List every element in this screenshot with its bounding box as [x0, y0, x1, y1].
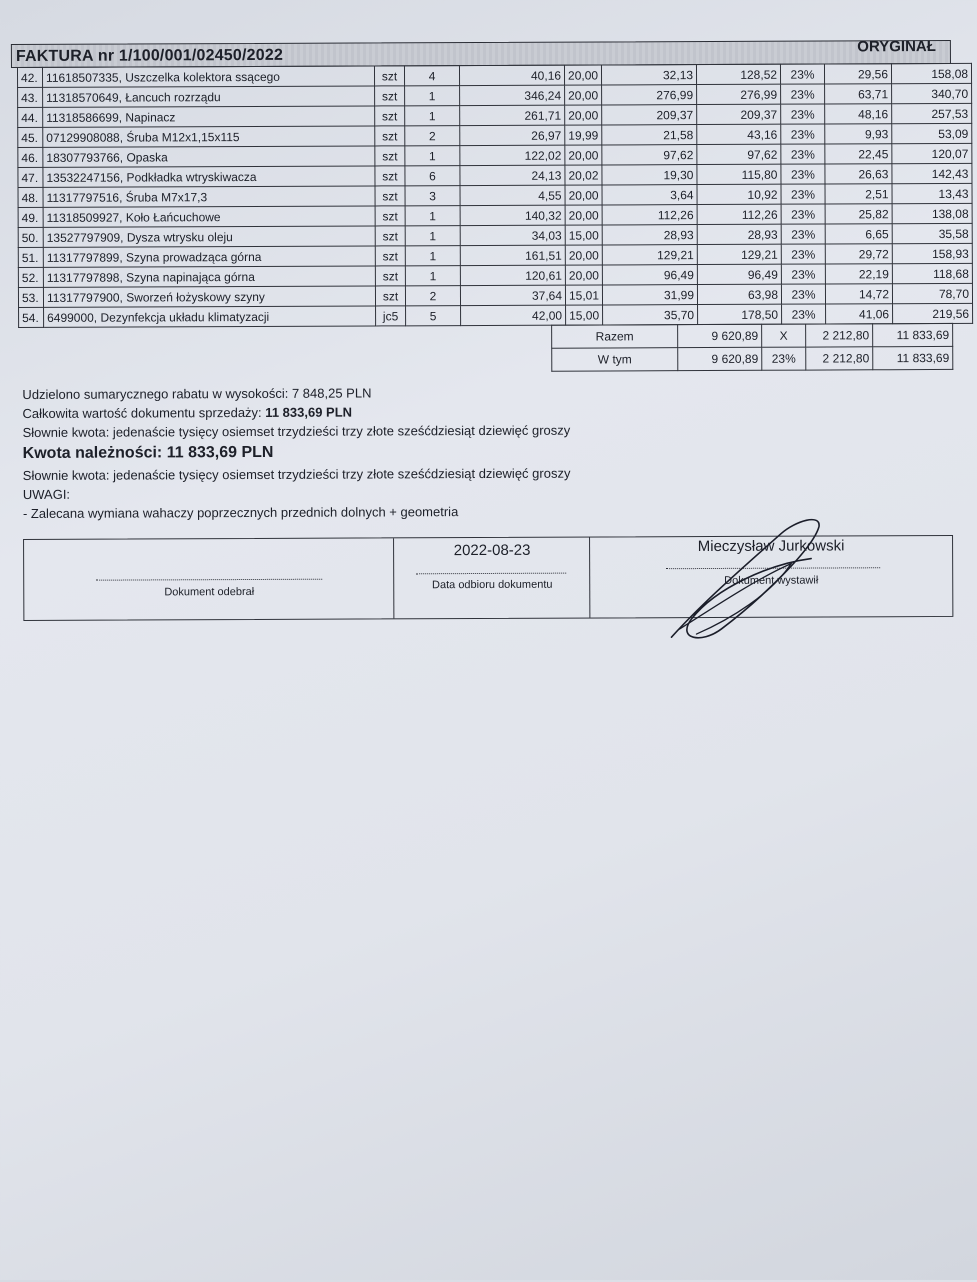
item-quantity: 1	[405, 226, 460, 246]
items-table	[17, 63, 973, 328]
totals-vat: 2 212,80	[806, 347, 873, 370]
item-net-value: 115,80	[697, 164, 781, 184]
row-number: 51.	[18, 247, 43, 267]
item-vat-amount: 63,71	[825, 84, 892, 104]
item-net-price: 276,99	[602, 85, 697, 105]
invoice-summary	[22, 383, 570, 523]
totals-vat: 2 212,80	[806, 324, 873, 347]
discount-line	[22, 383, 570, 404]
item-description: 13527797909, Dysza wtrysku oleju	[43, 226, 375, 247]
item-description: 07129908088, Śruba M12x1,15x115	[43, 126, 375, 147]
item-unit: szt	[375, 266, 405, 286]
item-gross-value: 142,43	[892, 163, 972, 183]
item-unit-price: 346,24	[460, 85, 565, 105]
total-line	[22, 402, 570, 423]
item-discount: 15,00	[566, 305, 603, 325]
row-number: 52.	[18, 267, 43, 287]
item-description: 6499000, Dezynfekcja układu klimatyzacji	[44, 306, 376, 327]
receipt-date-cell	[394, 538, 590, 619]
item-description: 11618507335, Uszczelka kolektora ssącego	[42, 66, 374, 87]
item-unit: jc5	[376, 306, 406, 326]
item-net-value: 97,62	[697, 144, 781, 164]
item-quantity: 1	[405, 106, 460, 126]
totals-gross: 11 833,69	[873, 346, 953, 369]
item-vat-amount: 29,72	[825, 244, 892, 264]
item-gross-value: 138,08	[892, 203, 972, 223]
row-number: 49.	[18, 207, 43, 227]
totals-net: 9 620,89	[678, 347, 762, 370]
item-net-value: 128,52	[696, 64, 780, 84]
dotted-line	[96, 579, 322, 581]
item-unit: szt	[375, 166, 405, 186]
item-gross-value: 219,56	[893, 303, 973, 323]
item-quantity: 2	[405, 126, 460, 146]
item-net-value: 96,49	[697, 264, 781, 284]
item-net-value: 63,98	[697, 284, 781, 304]
item-discount: 19,99	[565, 125, 602, 145]
item-net-value: 209,37	[697, 104, 781, 124]
item-net-price: 209,37	[602, 105, 697, 125]
item-unit-price: 40,16	[459, 65, 564, 85]
item-vat-amount: 29,56	[824, 64, 891, 84]
received-by-cell	[24, 538, 394, 620]
item-vat-rate: 23%	[781, 144, 825, 164]
item-unit: szt	[375, 246, 405, 266]
totals-table	[551, 323, 953, 372]
item-description: 11318570649, Łancuch rozrządu	[43, 86, 375, 107]
item-discount: 20,00	[564, 65, 601, 85]
row-number: 43.	[18, 87, 43, 107]
item-description: 11317797516, Śruba M7x17,3	[43, 186, 375, 207]
item-discount: 20,02	[565, 165, 602, 185]
item-quantity: 1	[405, 146, 460, 166]
item-vat-rate: 23%	[782, 304, 826, 324]
item-description: 11317797898, Szyna napinająca górna	[43, 266, 375, 287]
totals-label: W tym	[552, 348, 678, 372]
item-net-price: 112,26	[602, 205, 697, 225]
item-quantity: 5	[406, 306, 461, 326]
item-gross-value: 120,07	[892, 143, 972, 163]
totals-row	[552, 346, 953, 371]
item-description: 11318509927, Koło Łańcuchowe	[43, 206, 375, 227]
item-vat-amount: 2,51	[825, 184, 892, 204]
item-net-value: 129,21	[697, 244, 781, 264]
handwritten-signature	[661, 508, 832, 649]
item-unit-price: 161,51	[460, 245, 565, 265]
item-net-price: 21,58	[602, 125, 697, 145]
item-gross-value: 158,08	[891, 63, 971, 83]
item-discount: 20,00	[565, 105, 602, 125]
item-quantity: 1	[405, 266, 460, 286]
amount-due-line	[23, 440, 571, 466]
totals-table-body	[552, 323, 953, 371]
item-gross-value: 118,68	[892, 263, 972, 283]
totals-net: 9 620,89	[678, 324, 762, 347]
receipt-date-label: Data odbioru dokumentu	[431, 578, 553, 592]
item-vat-amount: 48,16	[825, 104, 892, 124]
issuer-name: Mieczysław Jurkowski	[697, 537, 845, 556]
item-discount: 15,01	[565, 285, 602, 305]
item-discount: 15,00	[565, 225, 602, 245]
item-net-price: 129,21	[602, 245, 697, 265]
item-unit: szt	[375, 146, 405, 166]
amount-due-label: Kwota należności:	[22, 444, 163, 462]
item-vat-rate: 23%	[781, 244, 825, 264]
item-quantity: 6	[405, 166, 460, 186]
item-description: 18307793766, Opaska	[43, 146, 375, 167]
row-number: 44.	[18, 107, 43, 127]
item-quantity: 1	[405, 206, 460, 226]
item-unit: szt	[375, 226, 405, 246]
item-vat-amount: 14,72	[825, 284, 892, 304]
total-label: Całkowita wartość dokumentu sprzedaży:	[22, 404, 262, 421]
item-net-value: 28,93	[697, 224, 781, 244]
item-net-value: 112,26	[697, 204, 781, 224]
item-vat-amount: 25,82	[825, 204, 892, 224]
words-value-2: jedenaście tysięcy osiemset trzydzieści trzy złote sześćdziesiąt dziewięć groszy	[113, 465, 571, 483]
item-vat-amount: 22,19	[825, 264, 892, 284]
item-gross-value: 158,93	[892, 243, 972, 263]
item-unit: szt	[375, 186, 405, 206]
item-unit-price: 4,55	[460, 185, 565, 205]
item-quantity: 1	[405, 246, 460, 266]
row-number: 45.	[18, 127, 43, 147]
totals-label: Razem	[552, 325, 678, 349]
original-copy-label: ORYGINAŁ	[857, 38, 936, 56]
remarks-text: - Zalecana wymiana wahaczy poprzecznych przednich dolnych + geometria	[22, 504, 459, 521]
item-net-price: 31,99	[602, 285, 697, 305]
item-vat-rate: 23%	[781, 264, 825, 284]
words-value: jedenaście tysięcy osiemset trzydzieści trzy złote sześćdziesiąt dziewięć groszy	[112, 422, 571, 440]
item-unit-price: 120,61	[460, 265, 565, 285]
item-gross-value: 78,70	[892, 283, 972, 303]
item-net-value: 276,99	[697, 84, 781, 104]
invoice-title: FAKTURA nr 1/100/001/02450/2022	[15, 46, 284, 66]
item-net-price: 35,70	[603, 305, 698, 325]
item-unit-price: 122,02	[460, 145, 565, 165]
item-net-price: 19,30	[602, 165, 697, 185]
issued-by-label: Dokument wystawił	[724, 574, 819, 587]
item-vat-rate: 23%	[781, 224, 825, 244]
item-unit: szt	[375, 206, 405, 226]
item-discount: 20,00	[565, 245, 602, 265]
words-label: Słownie kwota:	[22, 424, 110, 440]
words-label-2: Słownie kwota:	[22, 467, 110, 483]
item-gross-value: 13,43	[892, 183, 972, 203]
discount-value: 7 848,25 PLN	[291, 385, 372, 401]
item-net-price: 28,93	[602, 225, 697, 245]
row-number: 46.	[18, 147, 43, 167]
item-gross-value: 257,53	[892, 103, 972, 123]
dotted-line	[416, 573, 566, 575]
item-unit-price: 26,97	[460, 125, 565, 145]
total-value: 11 833,69 PLN	[265, 404, 353, 420]
item-quantity: 1	[405, 86, 460, 106]
item-net-value: 10,92	[697, 184, 781, 204]
totals-vat-rate: X	[762, 324, 806, 347]
item-quantity: 4	[404, 66, 459, 86]
item-net-price: 97,62	[602, 145, 697, 165]
item-unit: szt	[375, 126, 405, 146]
item-vat-rate: 23%	[781, 204, 825, 224]
item-discount: 20,00	[565, 145, 602, 165]
amount-in-words-line-2	[23, 464, 571, 485]
item-vat-amount: 6,65	[825, 224, 892, 244]
item-net-value: 43,16	[697, 124, 781, 144]
item-gross-value: 53,09	[892, 123, 972, 143]
received-by-label: Dokument odebrał	[164, 585, 255, 599]
item-vat-amount: 9,93	[825, 124, 892, 144]
item-quantity: 2	[405, 286, 460, 306]
item-unit-price: 140,32	[460, 205, 565, 225]
item-net-price: 32,13	[601, 65, 696, 85]
item-unit-price: 42,00	[461, 305, 566, 325]
item-unit-price: 24,13	[460, 165, 565, 185]
item-unit: szt	[374, 66, 404, 86]
item-description: 11318586699, Napinacz	[43, 106, 375, 127]
item-vat-rate: 23%	[781, 104, 825, 124]
totals-gross: 11 833,69	[873, 323, 953, 346]
item-unit: szt	[375, 86, 405, 106]
item-unit-price: 34,03	[460, 225, 565, 245]
row-number: 54.	[19, 307, 44, 327]
item-gross-value: 340,70	[892, 83, 972, 103]
item-unit: szt	[375, 106, 405, 126]
item-gross-value: 35,58	[892, 223, 972, 243]
item-description: 11317797899, Szyna prowadząca górna	[43, 246, 375, 267]
totals-row	[552, 323, 953, 348]
row-number: 47.	[18, 167, 43, 187]
item-net-price: 3,64	[602, 185, 697, 205]
receipt-date-value: 2022-08-23	[453, 541, 531, 560]
discount-label: Udzielono sumarycznego rabatu w wysokości:	[22, 385, 289, 402]
row-number: 50.	[18, 227, 43, 247]
item-unit-price: 37,64	[460, 285, 565, 305]
item-quantity: 3	[405, 186, 460, 206]
item-vat-rate: 23%	[781, 184, 825, 204]
item-vat-rate: 23%	[781, 164, 825, 184]
items-table-body	[17, 63, 972, 327]
item-unit-price: 261,71	[460, 105, 565, 125]
row-number: 53.	[18, 287, 43, 307]
amount-due-value: 11 833,69 PLN	[166, 443, 274, 462]
item-discount: 20,00	[565, 265, 602, 285]
item-vat-amount: 26,63	[825, 164, 892, 184]
amount-in-words-line	[23, 421, 571, 442]
item-description: 13532247156, Podkładka wtryskiwacza	[43, 166, 375, 187]
remarks-label: UWAGI:	[22, 486, 71, 502]
item-vat-rate: 23%	[781, 84, 825, 104]
item-discount: 20,00	[565, 185, 602, 205]
item-description: 11317797900, Sworzeń łożyskowy szyny	[43, 286, 375, 307]
item-vat-amount: 22,45	[825, 144, 892, 164]
item-discount: 20,00	[565, 85, 602, 105]
totals-vat-rate: 23%	[762, 347, 806, 370]
item-unit: szt	[375, 286, 405, 306]
item-net-price: 96,49	[602, 265, 697, 285]
row-number: 42.	[17, 67, 42, 87]
item-vat-rate: 23%	[781, 124, 825, 144]
item-vat-rate: 23%	[780, 64, 824, 84]
row-number: 48.	[18, 187, 43, 207]
item-net-value: 178,50	[698, 304, 782, 324]
item-vat-rate: 23%	[781, 284, 825, 304]
item-vat-amount: 41,06	[826, 304, 893, 324]
item-discount: 20,00	[565, 205, 602, 225]
